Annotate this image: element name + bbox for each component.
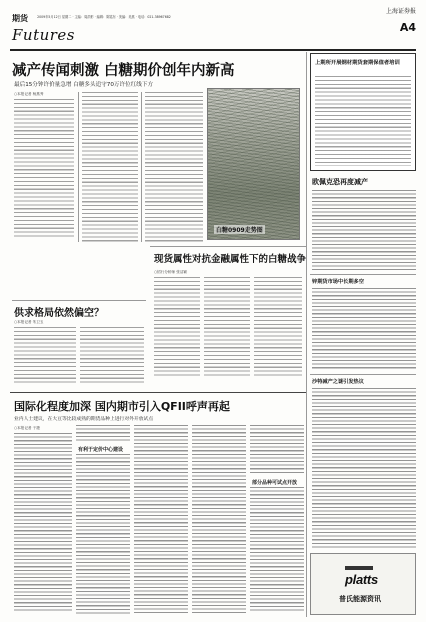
sidebar-title-1: 上期所开展钢材期货套期保值者培训 (315, 60, 400, 66)
left-story-col-1 (14, 327, 76, 385)
feature-text-col-2 (204, 277, 250, 377)
sidebar-box-1 (310, 53, 416, 171)
platts-ad (310, 553, 416, 615)
masthead-right (386, 6, 416, 34)
sidebar-text-3 (312, 288, 416, 370)
lead-headline: 减产传闻刺激 白糖期价创年内新高 (12, 63, 235, 79)
feature-headline: 现货属性对抗金融属性下的白糖战争 (154, 254, 307, 265)
sidebar-rule (310, 374, 416, 375)
ad-brand-cn: 普氏能源资讯 (339, 595, 381, 603)
lead-text-col-2 (82, 92, 138, 242)
bottom-col-4 (192, 425, 246, 613)
sugarcane-photo (207, 88, 300, 240)
feature-text-col-3 (254, 277, 302, 377)
left-story-col-2 (80, 327, 144, 385)
sidebar-title-4: 沙特减产之谜引发热议 (312, 379, 364, 385)
bottom-headline: 国际化程度加深 国内期市引入QFII呼声再起 (14, 400, 230, 413)
lead-byline: ○本报记者 杨燕秀 (14, 92, 44, 96)
ad-brand: platts (345, 572, 378, 587)
section-name: 期货 (12, 14, 28, 23)
masthead-rule (10, 49, 416, 51)
bottom-col-3 (134, 425, 188, 613)
bottom-subhead-2: 部分品种可试点开放 (252, 480, 298, 486)
bottom-col-2a (76, 425, 130, 443)
bottom-col-5b (250, 487, 304, 613)
ad-logo-bar (345, 566, 373, 570)
col-divider (141, 92, 142, 242)
sidebar-title-3: 锌期货市场中长期多空 (312, 279, 364, 285)
sidebar-rule (310, 274, 416, 275)
bottom-byline: ○本报记者 于捷 (14, 426, 40, 430)
feature-text-col-1 (154, 277, 200, 377)
col-divider (78, 92, 79, 242)
bottom-col-1 (14, 433, 72, 613)
sidebar-text-2 (312, 190, 416, 270)
sidebar-title-2: 欧佩克恐再度减产 (312, 178, 368, 186)
sidebar-text-4 (312, 388, 416, 548)
sidebar-divider (306, 52, 307, 617)
paper-name: 上海证券报 (385, 8, 416, 15)
bottom-rule (10, 392, 306, 393)
left-story-byline: ○本报记者 朱卫玉 (14, 320, 44, 324)
sidebar-text-1 (315, 76, 411, 166)
lead-text-col-1 (14, 99, 74, 239)
lead-subhead: 最后15分钟许价量急增 白糖多头追守70万许位红线下方 (14, 82, 154, 88)
feature-rule (150, 246, 306, 247)
bottom-subhead-1: 有利于定价中心建设 (78, 447, 124, 453)
photo-caption: 白糖0909走势图 (216, 227, 263, 234)
bottom-col-5a (250, 425, 304, 475)
bottom-subhead: 业内人士建议，在大豆等比较成熟的期货品种上进行对外开放试点 (14, 417, 154, 422)
masthead-meta: 2009年5月12日 星期二 · 主编：周洪彬 · 编辑：陈铭东 · 美编：吴燕 · 电话：021-38967682 (37, 15, 171, 19)
bottom-col-2b (76, 454, 130, 614)
page-number: A4 (399, 21, 416, 34)
section-english: Futures (12, 26, 76, 44)
left-story-headline: 供求格局依然偏空？ (14, 308, 104, 319)
feature-byline: ○招行分析师 张洁颖 (154, 270, 188, 274)
masthead (12, 6, 252, 44)
lead-text-col-3 (145, 92, 203, 242)
left-story-rule (12, 300, 146, 301)
